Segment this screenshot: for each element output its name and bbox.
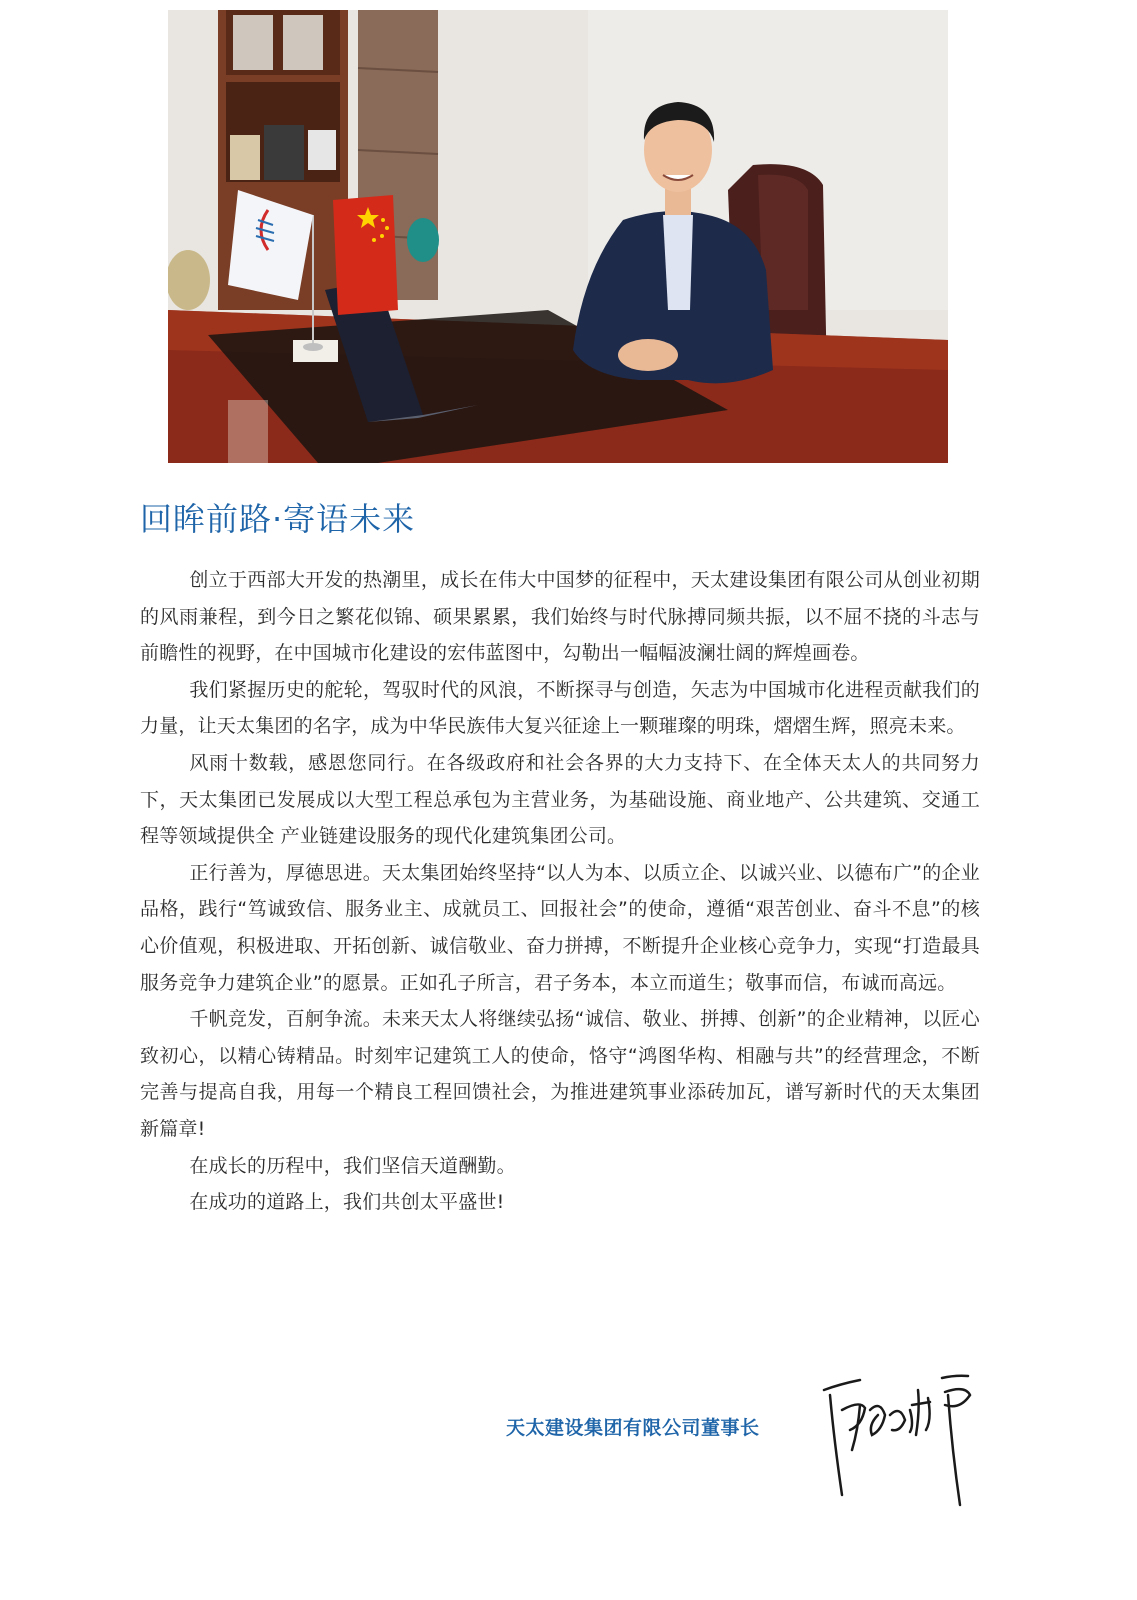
paragraph: 创立于西部大开发的热潮里，成长在伟大中国梦的征程中，天太建设集团有限公司从创业初期的风雨兼程，到今日之繁花似锦、硕果累累，我们始终与时代脉搏同频共振，以不屈不挠的斗志与前瞻性的视野，在中国城市化建设的宏伟蓝图中，勾勒出一幅幅波澜壮阔的辉煌画卷。 — [140, 569, 980, 665]
page-title: 回眸前路·寄语未来 — [140, 500, 416, 538]
paragraph: 正行善为，厚德思进。天太集团始终坚持“以人为本、以质立企、以诚兴业、以德布广”的企业品格，践行“笃诚致信、服务业主、成就员工、回报社会”的使命，遵循“艰苦创业、奋斗不息”的核心价值观，积极进取、开拓创新、诚信敬业、奋力拼搏，不断提升企业核心竞争力，实现“打造最具服务竞争力建筑企业”的愿景。正如孔子所言，君子务本，本立而道生；敬事而信，布诚而高远。 — [140, 861, 980, 994]
paragraph: 在成功的道路上，我们共创太平盛世! — [189, 1191, 505, 1214]
signoff-title: 天太建设集团有限公司董事长 — [506, 1417, 760, 1439]
signature-image — [820, 1370, 1000, 1510]
paragraph: 风雨十数载，感恩您同行。在各级政府和社会各界的大力支持下、在全体天太人的共同努力下，天太集团已发展成以大型工程总承包为主营业务，为基础设施、商业地产、公共建筑、交通工程等领域提供全 产业链建设服务的现代化建筑集团公司。 — [140, 751, 980, 848]
paragraph: 千帆竞发，百舸争流。未来天太人将继续弘扬“诚信、敬业、拼搏、创新”的企业精神，以匠心致初心，以精心铸精品。时刻牢记建筑工人的使命，恪守“鸿图华构、相融与共”的经营理念，不断完善与提高自我，用每一个精良工程回馈社会，为推进建筑事业添砖加瓦，谱写新时代的天太集团新篇章! — [140, 1008, 980, 1140]
paragraph: 我们紧握历史的舵轮，驾驭时代的风浪，不断探寻与创造，矢志为中国城市化进程贡献我们的力量，让天太集团的名字，成为中华民族伟大复兴征途上一颗璀璨的明珠，熠熠生辉，照亮未来。 — [140, 678, 980, 738]
chairman-photo — [168, 10, 948, 463]
paragraph: 在成长的历程中，我们坚信天道酬勤。 — [189, 1154, 516, 1177]
message-body — [140, 562, 980, 1221]
